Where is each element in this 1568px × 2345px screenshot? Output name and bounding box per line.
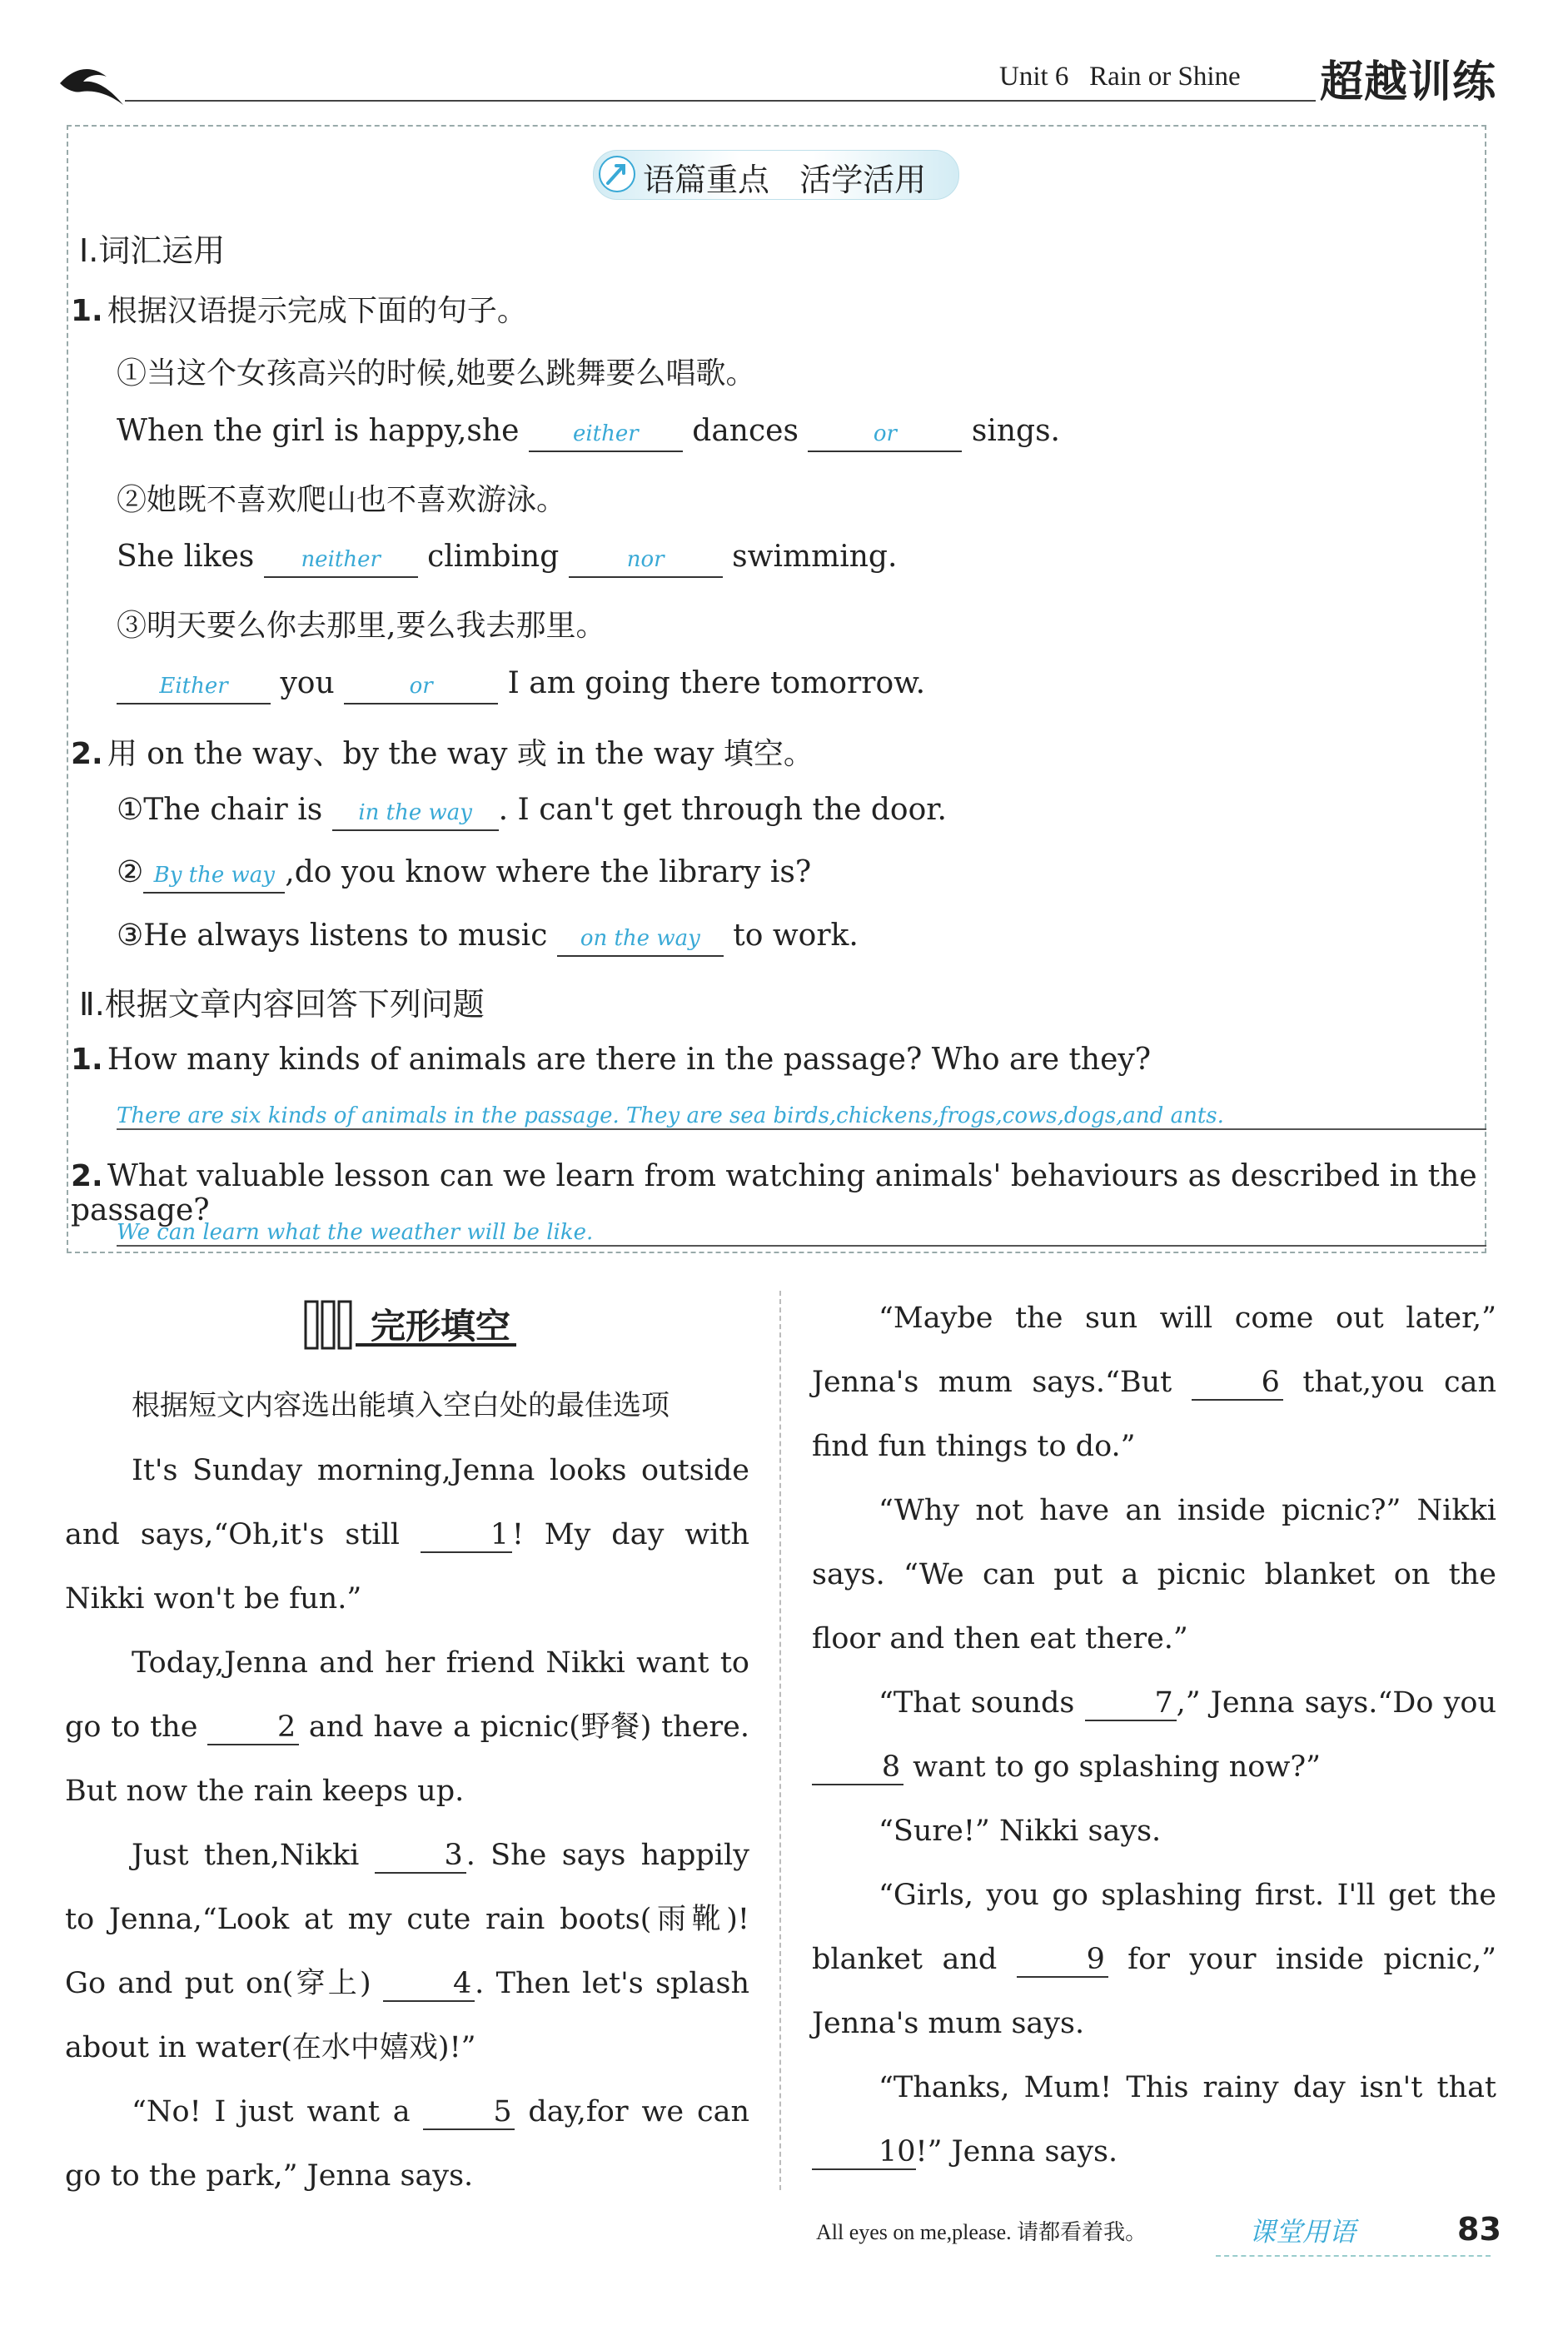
- answer-blank: on the way: [557, 922, 724, 957]
- answer-blank: Either: [117, 670, 271, 704]
- cloze-blank: 6: [1192, 1366, 1283, 1401]
- p2-q1: [71, 1043, 1151, 1077]
- footer-phrase: All eyes on me,please. 请都看着我。: [816, 2220, 1147, 2244]
- section-banner-text: 语篇重点 活学活用: [643, 162, 927, 198]
- q2-item1: [117, 793, 947, 831]
- cloze-instruction: 根据短文内容选出能填入空白处的最佳选项: [132, 1389, 670, 1422]
- cloze-title: 完形填空: [371, 1306, 511, 1347]
- footer-label: 课堂用语: [1249, 2216, 1356, 2248]
- text: you: [280, 666, 335, 700]
- part2-title: Ⅱ.根据文章内容回答下列问题: [79, 986, 485, 1023]
- cloze-text: “Sure!” Nikki says.: [879, 1815, 1162, 1848]
- answer-line: We can learn what the weather will be like.: [117, 1220, 1486, 1247]
- cloze-paragraph: [812, 1479, 1496, 1671]
- page-number: 83: [1457, 2211, 1501, 2248]
- bird-logo-icon: [58, 58, 125, 108]
- cloze-text: day,for we can go to the park,” Jenna says.: [65, 2095, 749, 2193]
- text: When the girl is happy,she: [117, 414, 520, 448]
- q1-item3-cn: ③明天要么你去那里,要么我去那里。: [117, 609, 606, 643]
- cloze-paragraph: [65, 2080, 749, 2208]
- footer-rule: [1216, 2255, 1491, 2257]
- cloze-text: It's Sunday morning,Jenna looks outside and says,“Oh,it's still: [65, 1454, 749, 1551]
- answer-blank: neither: [264, 543, 418, 578]
- question-text: What valuable lesson can we learn from watching animals' behaviours as described in the passage?: [71, 1159, 1477, 1227]
- cloze-blank: 8: [812, 1750, 903, 1785]
- text: to work.: [733, 919, 859, 953]
- cloze-paragraph: [812, 2056, 1496, 2184]
- cloze-paragraph: [65, 1824, 749, 2080]
- cloze-text: ,” Jenna says.“Do you: [1176, 1686, 1496, 1720]
- text: climbing: [427, 540, 560, 574]
- q1-item3-sentence: [117, 666, 925, 704]
- q2-number: 2.: [71, 737, 103, 771]
- cloze-paragraph: [812, 1800, 1496, 1864]
- cloze-blank: 9: [1017, 1943, 1108, 1978]
- q2-header: [71, 730, 814, 773]
- text: ③He always listens to music: [117, 919, 548, 953]
- q1-item1-sentence: [117, 414, 1060, 452]
- cloze-text: “Thanks, Mum! This rainy day isn't that: [879, 2071, 1496, 2104]
- cloze-left-column: [65, 1439, 749, 2208]
- cloze-text: that,you can find fun things to do.”: [812, 1366, 1497, 1463]
- q1-item2-sentence: [117, 540, 897, 578]
- question-number: 1.: [71, 1043, 103, 1077]
- cloze-blank: 5: [423, 2095, 515, 2130]
- cloze-text: for your inside picnic,” Jenna's mum says.: [812, 1943, 1496, 2040]
- answer-blank: in the way: [332, 796, 499, 831]
- q1-item2-cn: ②她既不喜欢爬山也不喜欢游泳。: [117, 483, 567, 517]
- text: swimming.: [732, 540, 898, 574]
- text: I am going there tomorrow.: [507, 666, 926, 700]
- q1-item1-cn: ①当这个女孩高兴的时候,她要么跳舞要么唱歌。: [117, 356, 756, 391]
- p2-q2: [71, 1159, 1568, 1227]
- text: dances: [692, 414, 799, 448]
- cloze-text: ! My day with Nikki won't be fun.”: [65, 1518, 749, 1616]
- cloze-text: “Why not have an inside picnic?” Nikki says. “We can put a picnic blanket on the floor and then eat there.”: [812, 1494, 1496, 1655]
- q2-prompt: 用 on the way、by the way 或 in the way 填空。: [107, 737, 814, 771]
- text: ①The chair is: [117, 793, 323, 827]
- question-text: How many kinds of animals are there in the passage? Who are they?: [107, 1043, 1152, 1077]
- cloze-text: Today,Jenna and her friend Nikki want to go to the: [65, 1646, 749, 1744]
- text: She likes: [117, 540, 255, 574]
- text: ②: [117, 855, 144, 889]
- cloze-text: “That sounds: [879, 1686, 1085, 1720]
- answer-blank: By the way: [143, 859, 285, 894]
- answer-blank: nor: [569, 543, 723, 578]
- cloze-text: “Maybe the sun will come out later,” Jenna's mum says.“But: [812, 1302, 1496, 1399]
- text: . I can't get through the door.: [498, 793, 947, 827]
- cloze-text: . Then let's splash about in water(在水中嬉戏)!”: [65, 1967, 749, 2064]
- q1-prompt: 根据汉语提示完成下面的句子。: [107, 294, 527, 328]
- brand-title: 超越训练: [1320, 57, 1497, 107]
- cloze-blank: 10: [812, 2135, 916, 2170]
- cloze-text: want to go splashing now?”: [903, 1750, 1321, 1784]
- cloze-text: Just then,Nikki: [132, 1839, 375, 1872]
- cloze-blank: 3: [375, 1839, 466, 1874]
- q1-header: [71, 287, 527, 330]
- cloze-blank: 1: [421, 1518, 512, 1553]
- question-number: 2.: [71, 1159, 103, 1193]
- header-rule: [125, 100, 1316, 102]
- part1-title: Ⅰ.词汇运用: [79, 232, 226, 269]
- cloze-paragraph: [812, 1287, 1496, 1479]
- q2-item2: [117, 855, 811, 894]
- q2-item3: [117, 919, 859, 957]
- cloze-text: “No! I just want a: [132, 2095, 424, 2128]
- answer-line: There are six kinds of animals in the passage. They are sea birds,chickens,frogs,cows,dogs,and ants.: [117, 1103, 1486, 1130]
- arrow-icon: [598, 155, 636, 193]
- cloze-paragraph: [65, 1631, 749, 1824]
- text: sings.: [971, 414, 1060, 448]
- cloze-text: “Girls, you go splashing first. I'll get the blanket and: [812, 1879, 1496, 1976]
- cloze-paragraph: [812, 1864, 1496, 2056]
- cloze-right-column: [812, 1287, 1496, 2184]
- cloze-paragraph: [65, 1439, 749, 1631]
- text: ,do you know where the library is?: [285, 855, 812, 889]
- cloze-paragraph: [812, 1671, 1496, 1800]
- answer-blank: either: [529, 417, 683, 452]
- cloze-text: . She says happily to Jenna,“Look at my cute rain boots(雨靴)! Go and put on(穿上): [65, 1839, 749, 2000]
- cloze-blank: 4: [383, 1967, 475, 2002]
- unit-label: Unit 6 Rain or Shine: [999, 62, 1241, 92]
- cloze-blank: 7: [1085, 1686, 1177, 1721]
- answer-blank: or: [808, 417, 962, 452]
- answer-blank: or: [344, 670, 498, 704]
- q1-number: 1.: [71, 294, 103, 328]
- cloze-text: and have a picnic(野餐) there. But now the rain keeps up.: [65, 1710, 749, 1808]
- cloze-blank: 2: [207, 1710, 299, 1745]
- column-divider: [779, 1291, 781, 2190]
- cloze-text: !” Jenna says.: [915, 2135, 1118, 2168]
